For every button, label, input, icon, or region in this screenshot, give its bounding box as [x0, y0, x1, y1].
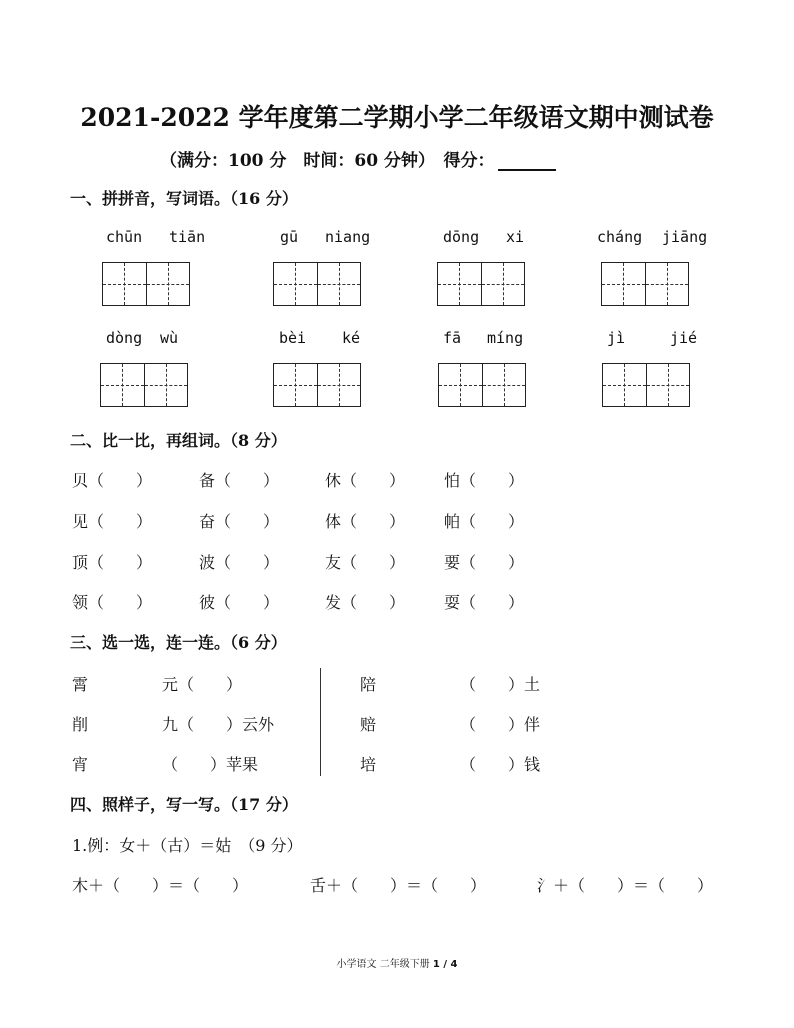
pinyin: míng — [487, 329, 524, 347]
writing-grid[interactable] — [437, 262, 525, 306]
pinyin: ké — [342, 329, 361, 347]
match-word[interactable]: （ ）伴 — [460, 715, 541, 734]
section-2-heading: 二、比一比，再组词。（8 分） — [70, 431, 287, 450]
pinyin: tiān — [169, 228, 206, 246]
pinyin: jié — [670, 329, 698, 347]
match-char: 培 — [360, 755, 377, 774]
writing-grid[interactable] — [273, 262, 361, 306]
pinyin: fā — [443, 329, 462, 347]
pinyin: chūn — [106, 228, 143, 246]
word-blank[interactable]: 发（ ） — [325, 593, 406, 612]
word-blank[interactable]: 领（ ） — [72, 593, 153, 612]
word-blank[interactable]: 顶（ ） — [72, 553, 153, 572]
writing-grid[interactable] — [438, 363, 526, 407]
score-info — [160, 146, 556, 171]
page-number: 1 / 4 — [432, 959, 458, 970]
exercise-blank[interactable]: 舌＋（ ）＝（ ） — [310, 876, 487, 895]
match-word[interactable]: （ ）钱 — [460, 755, 541, 774]
match-word[interactable]: （ ）苹果 — [162, 755, 259, 774]
score-blank[interactable] — [498, 151, 556, 171]
pinyin: gū — [280, 228, 299, 246]
page-footer — [0, 955, 794, 970]
word-blank[interactable]: 休（ ） — [325, 471, 406, 490]
pinyin: jiāng — [662, 228, 708, 246]
exercise-blank[interactable]: 木＋（ ）＝（ ） — [72, 876, 249, 895]
pinyin: cháng — [597, 228, 643, 246]
word-blank[interactable]: 见（ ） — [72, 512, 153, 531]
match-word[interactable]: 元（ ） — [162, 675, 243, 694]
column-divider — [320, 668, 321, 776]
match-char: 霄 — [72, 675, 89, 694]
example-line: 1.例：女＋（古）＝姑 （9 分） — [72, 836, 303, 855]
pinyin: bèi — [279, 329, 307, 347]
score-info-text: （满分：100 分 时间：60 分钟） 得分： — [160, 151, 495, 171]
match-word[interactable]: 九（ ）云外 — [162, 715, 275, 734]
match-char: 宵 — [72, 755, 89, 774]
footer-text: 小学语文 二年级下册 — [336, 959, 433, 970]
word-blank[interactable]: 备（ ） — [199, 471, 280, 490]
pinyin: dōng — [443, 228, 480, 246]
word-blank[interactable]: 帕（ ） — [444, 512, 525, 531]
writing-grid[interactable] — [601, 262, 689, 306]
writing-grid[interactable] — [100, 363, 188, 407]
writing-grid[interactable] — [273, 363, 361, 407]
pinyin: wù — [160, 329, 179, 347]
writing-grid[interactable] — [602, 363, 690, 407]
match-word[interactable]: （ ）土 — [460, 675, 541, 694]
match-char: 陪 — [360, 675, 377, 694]
word-blank[interactable]: 耍（ ） — [444, 593, 525, 612]
word-blank[interactable]: 要（ ） — [444, 553, 525, 572]
word-blank[interactable]: 波（ ） — [199, 553, 280, 572]
pinyin: dòng — [106, 329, 143, 347]
pinyin: xi — [506, 228, 525, 246]
pinyin: niang — [325, 228, 371, 246]
section-1-heading: 一、拼拼音，写词语。（16 分） — [70, 189, 298, 208]
exercise-blank[interactable]: 氵＋（ ）＝（ ） — [537, 876, 714, 895]
word-blank[interactable]: 友（ ） — [325, 553, 406, 572]
writing-grid[interactable] — [102, 262, 190, 306]
section-3-heading: 三、选一选，连一连。（6 分） — [70, 633, 287, 652]
match-char: 削 — [72, 715, 89, 734]
word-blank[interactable]: 彼（ ） — [199, 593, 280, 612]
pinyin: jì — [607, 329, 626, 347]
section-4-heading: 四、照样子，写一写。（17 分） — [70, 795, 298, 814]
page-title: 2021-2022 学年度第二学期小学二年级语文期中测试卷 — [80, 103, 714, 132]
word-blank[interactable]: 怕（ ） — [444, 471, 525, 490]
word-blank[interactable]: 体（ ） — [325, 512, 406, 531]
word-blank[interactable]: 贝（ ） — [72, 471, 153, 490]
match-char: 赔 — [360, 715, 377, 734]
word-blank[interactable]: 奋（ ） — [199, 512, 280, 531]
